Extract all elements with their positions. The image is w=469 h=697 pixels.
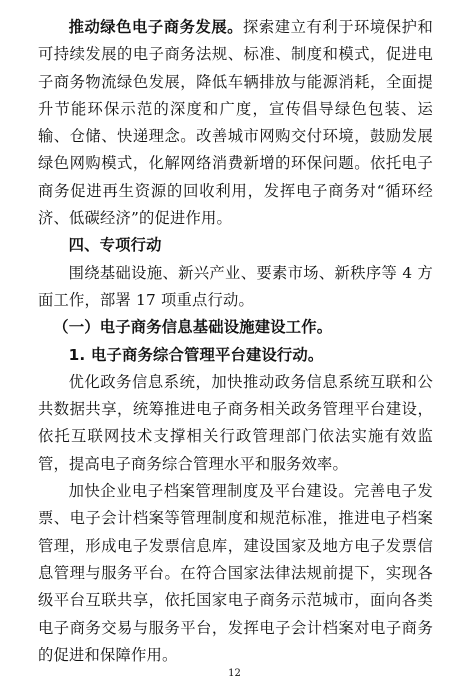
paragraph-lead: 推动绿色电子商务发展。: [68, 18, 244, 36]
paragraph-e-archive: 加快企业电子档案管理制度及平台建设。完善电子发票、电子会计档案等管理制度和规范标准，推进电子档案管理，形成电子发票信息库，建设国家及地方电子发票信息管理与服务平台。在符合国家法律法规前提下，实现各级平台互联共享，依托国家电子商务示范城市，面向各类电子商务交易与服务平台，发挥电子会计档案对电子商务的促进和保障作用。: [38, 482, 433, 664]
section-intro: 围绕基础设施、新兴产业、要素市场、新秩序等 4 方面工作，部署 17 项重点行动。: [38, 263, 433, 309]
paragraph-platform: 优化政务信息系统，加快推动政务信息系统互联和公共数据共享，统筹推进电子商务相关政务管理平台建设，依托互联网技术支撑相关行政管理部门依法实施有效监管，提高电子商务综合管理水平和服务效率。: [38, 372, 433, 473]
paragraph-body: 探索建立有利于环境保护和可持续发展的电子商务法规、标准、制度和模式，促进电子商务物流绿色发展，降低车辆排放与能源消耗，全面提升节能环保示范的深度和广度，宣传倡导绿色包装、运输、仓储、快递理念。改善城市网购交付环境，鼓励发展绿色网购模式，化解网络消费新增的环保问题。依托电子商务促进再生资源的回收利用，发挥电子商务对“循环经济、低碳经济”的促进作用。: [38, 18, 433, 228]
paragraph-green-ecommerce: [38, 14, 433, 232]
body-text: [38, 14, 433, 669]
item-heading: 1. 电子商务综合管理平台建设行动。: [68, 345, 324, 364]
section-heading: 四、专项行动: [68, 236, 162, 255]
page-number: 12: [228, 668, 241, 679]
subsection-heading: （一）电子商务信息基础设施建设工作。: [53, 318, 333, 337]
